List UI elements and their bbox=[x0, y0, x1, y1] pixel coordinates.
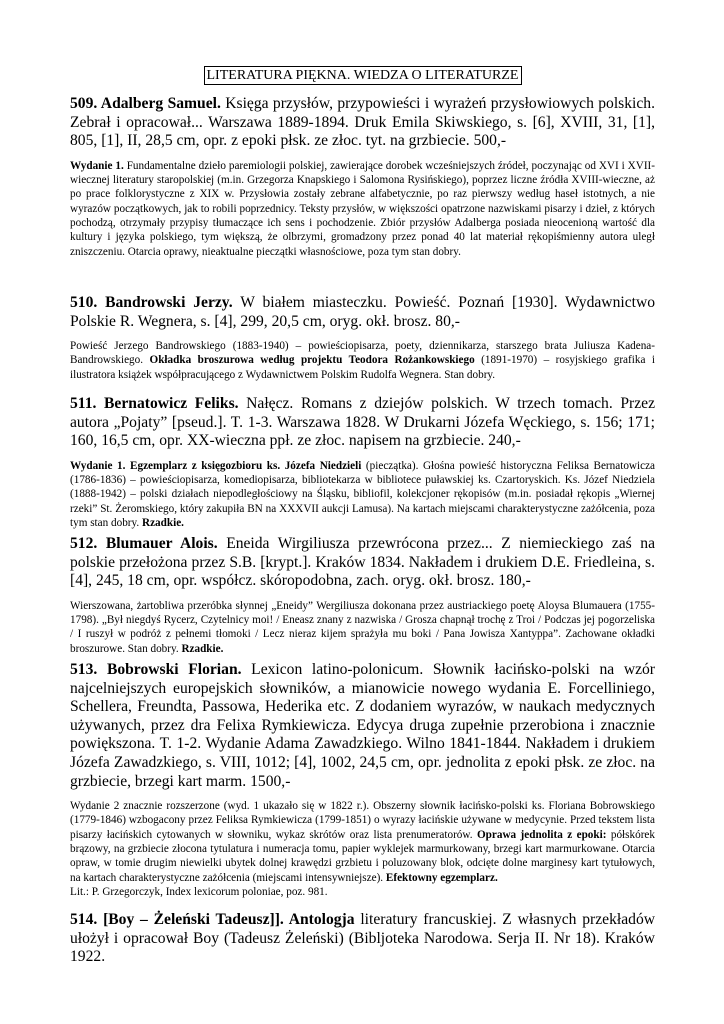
description-text: (1891-1970) – rosyjskiego grafika i ilustratora książek współpracującego z Wydawnictwem Polskim Rudolfa Wegnera. Stan dobry. bbox=[70, 354, 655, 381]
entry-title-lead: 511. Bernatowicz Feliks. bbox=[70, 395, 239, 412]
description-text: (pieczątka). Głośna powieść historyczna Feliksa Bernatowicza (1786-1836) – powieściopisarza, komediopisarza, bibliotekarza w bibliotece puławskiej ks. Czartoryskich. Ks. Józef Niedziela (1888-1942) – polski działach niepodległościowy na Śląsku, bibliofil, kolekcjoner rękopisów (m.in. posiadał rękopis „Wiernej rzeki” St. Żeromskiego, który zakupiła BN na XXXVII aukcji Lamusa). Na kartach miejscami charakterystyczne zażółcenia, poza tym stan dobry. bbox=[70, 459, 656, 529]
entry-title-text: Nałęcz. Romans z dziejów polskich. W trzech tomach. Przez autora „Pojaty” [pseud.]. T. 1-3. Warszawa 1828. W Drukarni Józefa Węckiego, s. 156; 171; 160, 16,5 cm, opr. XX-wieczna ppł. ze złoc. napisem na grzbiecie. 240,- bbox=[70, 395, 655, 450]
entry-title-lead: 510. Bandrowski Jerzy. bbox=[70, 294, 233, 311]
section-header-text: LITERATURA PIĘKNA. WIEDZA O LITERATURZE bbox=[204, 66, 522, 85]
entry-title-lead: 514. [Boy – Żeleński Tadeusz]]. Antologja bbox=[70, 911, 355, 928]
entry-title-text: Eneida Wirgiliusza przewrócona przez... Z niemieckiego zaś na polskie przełożona przez S.B. [krypt.]. Kraków 1834. Nakładem i drukiem D.E. Friedleina, s. [4], 245, 18 cm, opr. współcz. skóropodobna, zach. oryg. okł. brosz. 180,- bbox=[70, 535, 655, 590]
entry-description bbox=[70, 799, 655, 899]
entry-description bbox=[70, 159, 655, 259]
catalog-entry bbox=[70, 911, 655, 967]
entry-title bbox=[70, 294, 655, 331]
section-header bbox=[70, 68, 655, 84]
entry-title bbox=[70, 395, 655, 451]
entry-title-text: Lexicon latino-polonicum. Słownik łacińsko-polski na wzór najcelniejszych europejskich słowników, a mianowicie nowego wydania E. Forcelliniego, Schellera, Freundta, Passowa, Hederika etc. Z dodaniem wyrazów, w naukach medycznych używanych, przez dra Felixa Rymkiewicza. Edycya druga zupełnie przerobiona i znacznie powiększona. T. 1-2. Wydanie Adama Zawadzkiego. Wilno 1841-1844. Nakładem i drukiem Józefa Zawadzkiego, s. VIII, 1012; [4], 1002, 24,5 cm, opr. jednolita z epoki płsk. ze złoc. na grzbiecie, brzegi kart marm. 1500,- bbox=[70, 661, 655, 790]
description-text: Fundamentalne dzieło paremiologii polskiej, zawierające dorobek wcześniejszych źródeł, poczynając od XVI i XVII-wiecznej literatury staropolskiej (m.in. Grzegorza Knapskiego i Salomona Rysińskiego), poprzez liczne źródła XVIII-wieczne, aż po prace folklorystyczne z XIX w. Przysłowia zostały zebrane alfabetycznie, po raz pierwszy według haseł istotnych, a nie wyrazów początkowych, jak to robili poprzednicy. Teksty przysłów, w większości opatrzone nazwiskami pisarzy i dzieł, z których pochodzą, otrzymały przypisy tłumaczące ich sens i pochodzenie. Zbiór przysłów Adalberga posiada nieocenioną wartość dla kultury i języka polskiego, tym większą, że olbrzymi, gromadzony przez ponad 40 lat materiał rękopiśmienny autora uległ zniszczeniu. Otarcia oprawy, nieaktualne pieczątki własnościowe, poza tym stan dobry. bbox=[70, 159, 655, 258]
description-emphasis: Wydanie 1. Egzemplarz z księgozbioru ks. Józefa Niedzieli bbox=[70, 459, 362, 472]
entry-title-text: Księga przysłów, przypowieści i wyrażeń przysłowiowych polskich. Zebrał i opracował... Warszawa 1889-1894. Druk Emila Skiwskiego, s. [6], XVIII, 31, [1], 805, [1], II, 28,5 cm, opr. z epoki płsk. ze złoc. tyt. na grzbiecie. 500,- bbox=[70, 95, 655, 150]
entry-title-lead: 509. Adalberg Samuel. bbox=[70, 95, 221, 112]
description-text: półskórek brązowy, na grzbiecie złocona tytulatura i numeracja tomu, papier wyklejek marmurkowany, brzegi kart marmurkowane. Otarcia opraw, w tomie drugim niewielki ubytek dolnej krawędzi grzbietu i poluzowany blok, odcięte dolne marginesy kart tytułowych, na kartach charakterystyczne zażółcenia (miejscami intensywniejsze). bbox=[70, 828, 655, 884]
entry-title-text: W białem miasteczku. Powieść. Poznań [1930]. Wydawnictwo Polskie R. Wegnera, s. [4], 299, 20,5 cm, oryg. okł. brosz. 80,- bbox=[70, 294, 656, 330]
description-emphasis: Rzadkie. bbox=[181, 642, 224, 655]
description-emphasis: Wydanie 1. bbox=[70, 159, 124, 172]
entry-description bbox=[70, 599, 655, 656]
description-text: Wydanie 2 znacznie rozszerzone (wyd. 1 ukazało się w 1822 r.). Obszerny słownik łacińsko-polski ks. Floriana Bobrowskiego (1779-1846) wzbogacony przez Feliksa Rymkiewicza (1799-1851) o wyrazy łacińskie używane w medycynie. Przed tekstem lista pisarzy łacińskich cytowanych w słowniku, wykaz skrótów oraz lista prenumeratorów. bbox=[70, 800, 655, 841]
entry-description bbox=[70, 339, 655, 382]
entry-title-text: literatury francuskiej. Z własnych przekładów ułożył i opracował Boy (Tadeusz Żeleński) (Bibljoteka Narodowa. Serja II. Nr 18). Kraków 1922. bbox=[70, 911, 655, 966]
entry-title bbox=[70, 911, 655, 967]
entry-title bbox=[70, 535, 655, 591]
description-emphasis: Efektowny egzemplarz. bbox=[385, 871, 498, 884]
description-text: Wierszowana, żartobliwa przeróbka słynnej „Eneidy” Wergiliusza dokonana przez austriackiego poetę Aloysa Blumauera (1755-1798). „Był niegdyś Rycerz, Czytelnicy moi! / Eneasz znany z nazwiska / Grosza chapnął trochę z Troi / Podczas jej pogorzeliska / I ruszył w podróż z pełnemi tłomoki / Lecz nieraz kijem sprażyła mu boki / Pana Jowisza Xantyppa”. Zachowane okładki broszurowe. Stan dobry. bbox=[70, 599, 655, 655]
description-emphasis: Rzadkie. bbox=[142, 516, 184, 529]
description-emphasis: Oprawa jednolita z epoki: bbox=[476, 828, 607, 841]
entry-title bbox=[70, 661, 655, 791]
catalog-entry bbox=[70, 395, 655, 530]
description-text: Powieść Jerzego Bandrowskiego (1883-1940) – powieściopisarza, poety, dziennikarza, starszego brata Juliusza Kadena-Bandrowskiego. bbox=[70, 340, 655, 367]
catalog-entry bbox=[70, 95, 655, 259]
entry-title-lead: 512. Blumauer Alois. bbox=[70, 535, 218, 552]
catalog-entry bbox=[70, 294, 655, 382]
entry-description bbox=[70, 459, 655, 530]
catalog-entry bbox=[70, 661, 655, 899]
entry-title-lead: 513. Bobrowski Florian. bbox=[70, 661, 242, 678]
catalog-entry bbox=[70, 535, 655, 656]
entry-title bbox=[70, 95, 655, 151]
description-emphasis: Okładka broszurowa według projektu Teodora Rożankowskiego bbox=[149, 354, 475, 367]
description-text: Lit.: P. Grzegorczyk, Index lexicorum poloniae, poz. 981. bbox=[70, 885, 328, 898]
